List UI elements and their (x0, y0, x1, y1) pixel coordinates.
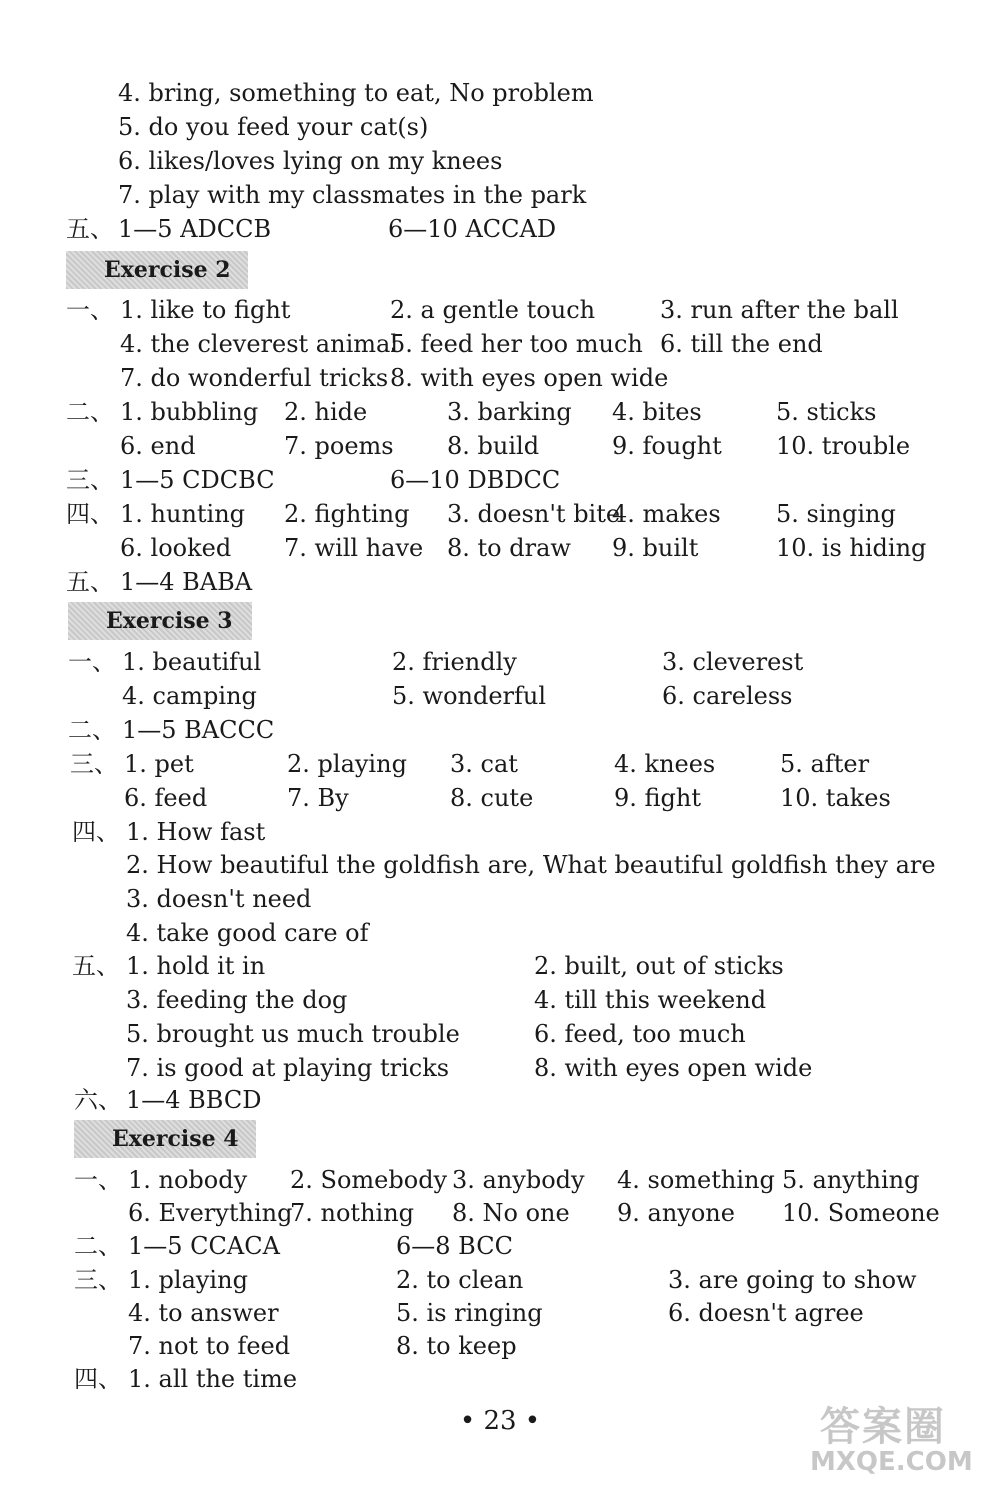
section-number: 二、 (74, 1232, 122, 1260)
answer-line: 三、 1. pet 2. playing 3. cat 4. knees 5. after (0, 747, 1000, 781)
answer-line: 7. not to feed 8. to keep (128, 1332, 517, 1360)
section-number: 五、 (66, 215, 114, 243)
answer-line: 五、 1—4 BABA (0, 565, 1000, 599)
answer-line: 六、 1—4 BBCD (0, 1083, 1000, 1117)
answer-line: 6. Everything 7. nothing 8. No one 9. anyone 10. Someone (128, 1199, 940, 1227)
answer-line: 7. is good at playing tricks 8. with eyes open wide (126, 1054, 813, 1082)
answer-line: 4. camping 5. wonderful 6. careless (122, 682, 793, 710)
answer-line: 四、 1. all the time (0, 1362, 1000, 1396)
watermark-url: MXQE.COM (810, 1447, 973, 1477)
answer-line: 3. feeding the dog 4. till this weekend (126, 986, 767, 1014)
answer-line: 一、 1. like to fight 2. a gentle touch 3. run after the ball (0, 293, 1000, 327)
answer-line: 五、 1—5 ADCCB 6—10 ACCAD (0, 212, 1000, 246)
answer-line: 6. feed 7. By 8. cute 9. fight 10. takes (124, 784, 891, 812)
answer-line: 6. end 7. poems 8. build 9. fought 10. trouble (120, 432, 911, 460)
section-number: 六、 (74, 1086, 122, 1114)
answer-line: 二、 1—5 BACCC (0, 713, 1000, 747)
page-number: • 23 • (459, 1406, 541, 1436)
section-number: 一、 (74, 1166, 122, 1194)
answer-line: 3. doesn't need (126, 885, 312, 913)
answer-line: 三、 1—5 CDCBC 6—10 DBDCC (0, 463, 1000, 497)
answer-line: 4. bring, something to eat, No problem (118, 79, 594, 107)
section-number: 五、 (72, 952, 120, 980)
answer-line: 7. do wonderful tricks 8. with eyes open wide (120, 364, 669, 392)
answer-line: 7. play with my classmates in the park (118, 181, 587, 209)
section-number: 四、 (72, 818, 120, 846)
answer-line: 2. How beautiful the goldfish are, What beautiful goldfish they are (126, 851, 936, 879)
answer-line: 二、 1. bubbling 2. hide 3. barking 4. bites 5. sticks (0, 395, 1000, 429)
section-number: 四、 (74, 1365, 122, 1393)
section-number: 三、 (74, 1266, 122, 1294)
section-number: 三、 (66, 466, 114, 494)
answer-line: 三、 1. playing 2. to clean 3. are going to show (0, 1263, 1000, 1297)
answer-line: 四、 1. How fast (0, 815, 1000, 849)
section-number: 一、 (66, 296, 114, 324)
section-number: 三、 (70, 750, 118, 778)
section-number: 五、 (66, 568, 114, 596)
answer-line: 4. take good care of (126, 919, 369, 947)
exercise-header: Exercise 3 (68, 602, 252, 640)
exercise-header: Exercise 4 (74, 1120, 256, 1158)
answer-line: 二、 1—5 CCACA 6—8 BCC (0, 1229, 1000, 1263)
answer-line: 5. do you feed your cat(s) (118, 113, 429, 141)
answer-line: 一、 1. nobody 2. Somebody 3. anybody 4. something 5. anything (0, 1163, 1000, 1197)
answer-line: 四、 1. hunting 2. fighting 3. doesn't bite 4. makes 5. singing (0, 497, 1000, 531)
exercise-header: Exercise 2 (66, 251, 248, 289)
section-number: 一、 (68, 648, 116, 676)
watermark-logo (800, 1395, 990, 1485)
answer-line: 4. to answer 5. is ringing 6. doesn't agree (128, 1299, 864, 1327)
answer-line: 4. the cleverest animal 5. feed her too much 6. till the end (120, 330, 823, 358)
section-number: 二、 (68, 716, 116, 744)
answer-line: 五、 1. hold it in 2. built, out of sticks (0, 949, 1000, 983)
watermark-text: 答案圈 (820, 1404, 946, 1450)
answer-line: 一、 1. beautiful 2. friendly 3. cleverest (0, 645, 1000, 679)
section-number: 四、 (66, 500, 114, 528)
answer-line: 6. likes/loves lying on my knees (118, 147, 503, 175)
answer-line: 6. looked 7. will have 8. to draw 9. built 10. is hiding (120, 534, 927, 562)
answer-line: 5. brought us much trouble 6. feed, too much (126, 1020, 746, 1048)
section-number: 二、 (66, 398, 114, 426)
